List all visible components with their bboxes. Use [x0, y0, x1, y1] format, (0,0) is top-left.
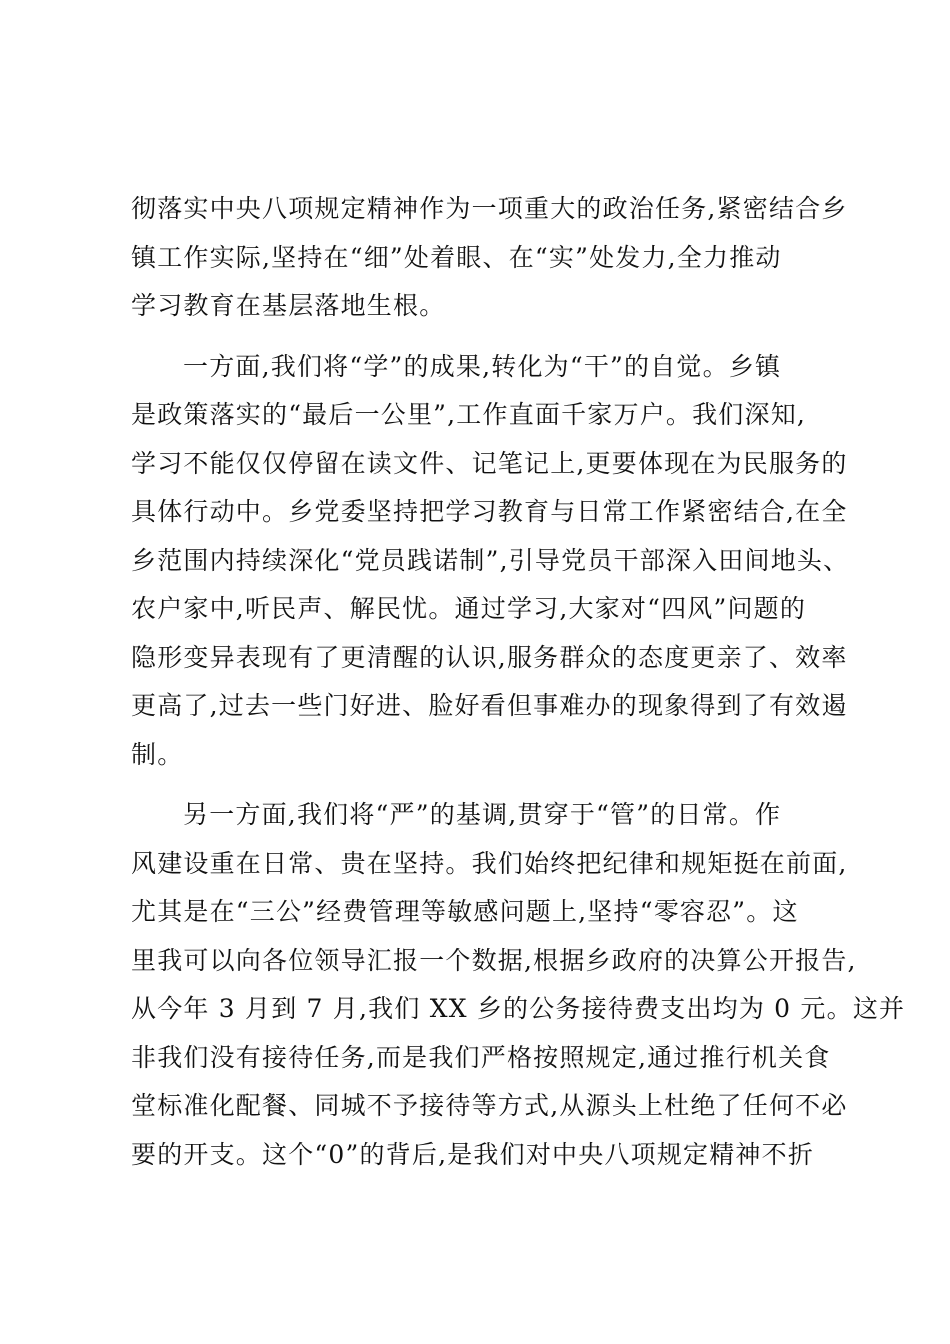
text-line: 镇工作实际,坚持在“细”处着眼、在“实”处发力,全力推动	[131, 242, 782, 272]
text-line: 堂标准化配餐、同城不予接待等方式,从源头上杜绝了任何不必	[131, 1091, 848, 1120]
text-line: 是政策落实的“最后一公里”,工作直面千家万户。我们深知,	[131, 400, 807, 429]
text-line: 更高了,过去一些门好进、脸好看但事难办的现象得到了有效遏	[131, 691, 848, 720]
text-line: 学习不能仅仅停留在读文件、记笔记上,更要体现在为民服务的	[131, 448, 848, 478]
paragraph-1	[131, 185, 848, 331]
text-line: 里我可以向各位领导汇报一个数据,根据乡政府的决算公开报告,	[131, 945, 857, 975]
text-line: 尤其是在“三公”经费管理等敏感问题上,坚持“零容忍”。这	[131, 897, 799, 926]
paragraph-2	[131, 343, 850, 780]
paragraph-3	[131, 791, 906, 1179]
text-line: 制。	[131, 739, 184, 769]
text-line: 学习教育在基层落地生根。	[131, 291, 446, 320]
text-line: 具体行动中。乡党委坚持把学习教育与日常工作紧密结合,在全	[131, 497, 848, 526]
text-line: 乡范围内持续深化“党员践诺制”,引导党员干部深入田间地头、	[131, 545, 850, 575]
text-line: 一方面,我们将“学”的成果,转化为“干”的自觉。乡镇	[183, 351, 782, 381]
document-body	[131, 185, 906, 1179]
text-line: 另一方面,我们将“严”的基调,贯穿于“管”的日常。作	[183, 800, 782, 829]
text-line: 从今年 3 月到 7 月,我们 XX 乡的公务接待费支出均为 0 元。这并	[131, 994, 906, 1023]
text-line: 风建设重在日常、贵在坚持。我们始终把纪律和规矩挺在前面,	[131, 848, 848, 878]
text-line: 农户家中,听民声、解民忧。通过学习,大家对“四风”问题的	[131, 594, 807, 623]
text-line: 非我们没有接待任务,而是我们严格按照规定,通过推行机关食	[131, 1042, 831, 1072]
text-line: 要的开支。这个“0”的背后,是我们对中央八项规定精神不折	[131, 1139, 815, 1169]
text-line: 隐形变异表现有了更清醒的认识,服务群众的态度更亲了、效率	[131, 642, 848, 672]
text-line: 彻落实中央八项规定精神作为一项重大的政治任务,紧密结合乡	[131, 194, 848, 223]
